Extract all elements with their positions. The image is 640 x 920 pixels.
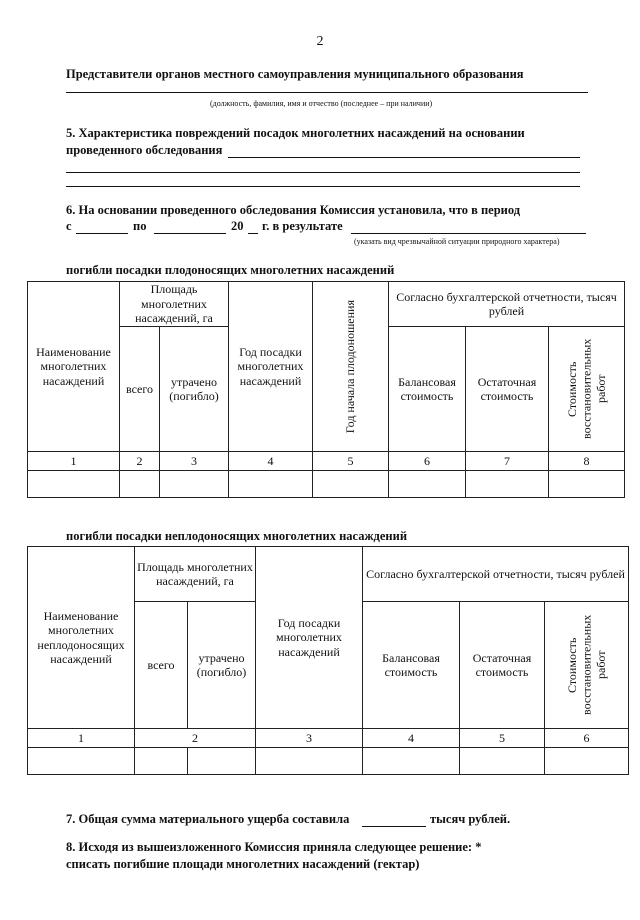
table1-col-restore-label: Стоимость восстановительных работ (564, 338, 608, 440)
table2-col-total: всего (135, 602, 188, 729)
table1-num-7: 7 (466, 452, 549, 471)
section6-hint: (указать вид чрезвычайной ситуации природного характера) (354, 237, 560, 246)
table2-num-3: 3 (256, 729, 363, 748)
table2-num-4: 4 (363, 729, 460, 748)
section5-fill-line (228, 157, 580, 158)
table2-col-year-planting: Год посадки многолетних насаждений (256, 547, 363, 729)
table2-col-balance: Балансовая стоимость (363, 602, 460, 729)
table2-col-residual: Остаточная стоимость (460, 602, 545, 729)
table1-col-year-planting: Год посадки многолетних насаждений (229, 282, 313, 452)
table2-num-1: 1 (28, 729, 135, 748)
table1-col-area: Площадь многолетних насаждений, га (120, 282, 229, 327)
table2 (27, 546, 629, 775)
table1-col-residual: Остаточная стоимость (466, 327, 549, 452)
page-number: 2 (316, 34, 324, 49)
table1-col-accounting: Согласно бухгалтерской отчетности, тысяч рублей (389, 282, 625, 327)
representatives-line (66, 92, 588, 93)
table1-col-lost: утрачено (погибло) (160, 327, 229, 452)
table1-title: погибли посадки плодоносящих многолетних насаждений (66, 263, 395, 277)
table1-num-4: 4 (229, 452, 313, 471)
section6-line1: 6. На основании проведенного обследования Комиссия установила, что в период (66, 203, 521, 217)
table1-col-year-fruit (313, 282, 389, 452)
section6-year: 20 (231, 219, 244, 233)
section5-line-extra2 (66, 186, 580, 187)
table1-col-name: Наименование многолетних насаждений (28, 282, 120, 452)
section6-year-line (248, 233, 258, 234)
table1-col-total: всего (120, 327, 160, 452)
section6-from-line (76, 233, 128, 234)
section6-to-line (154, 233, 226, 234)
section8-line1: 8. Исходя из вышеизложенного Комиссия приняла следующее решение: * (66, 840, 482, 854)
section6-to: по (133, 219, 147, 233)
section7-unit: тысяч рублей. (430, 812, 511, 826)
section6-result: г. в результате (262, 219, 343, 233)
section6-from: с (66, 219, 72, 233)
table2-num-2: 2 (135, 729, 256, 748)
table1-num-5: 5 (313, 452, 389, 471)
representatives-hint: (должность, фамилия, имя и отчество (последнее – при наличии) (210, 99, 433, 108)
table1-empty-row (28, 471, 625, 498)
section7-fill-line (362, 826, 426, 827)
table1-col-year-fruit-label: Год начала плодоношения (343, 299, 358, 434)
table2-col-accounting: Согласно бухгалтерской отчетности, тысяч рублей (363, 547, 629, 602)
table2-num-6: 6 (545, 729, 629, 748)
table2-num-5: 5 (460, 729, 545, 748)
table2-col-name: Наименование многолетних неплодоносящих насаждений (28, 547, 135, 729)
section5-line2: проведенного обследования (66, 143, 223, 157)
table1-num-6: 6 (389, 452, 466, 471)
table1-num-3: 3 (160, 452, 229, 471)
table2-empty-row (28, 748, 629, 775)
table1-col-restore (549, 327, 625, 452)
section7-text: 7. Общая сумма материального ущерба составила (66, 812, 350, 826)
table2-col-area: Площадь многолетних насаждений, га (135, 547, 256, 602)
table2-title: погибли посадки неплодоносящих многолетних насаждений (66, 529, 408, 543)
table1 (27, 281, 625, 498)
table2-col-restore-label: Стоимость восстановительных работ (564, 614, 608, 716)
section6-result-line (351, 233, 586, 234)
table2-col-lost: утрачено (погибло) (188, 602, 256, 729)
table1-num-1: 1 (28, 452, 120, 471)
section5-line1: 5. Характеристика повреждений посадок многолетних насаждений на основании (66, 126, 525, 140)
section8-line2: списать погибшие площади многолетних насаждений (гектар) (66, 857, 420, 871)
table1-col-balance: Балансовая стоимость (389, 327, 466, 452)
table2-col-restore (545, 602, 629, 729)
section5-line-extra1 (66, 172, 580, 173)
table1-num-8: 8 (549, 452, 625, 471)
table1-num-2: 2 (120, 452, 160, 471)
representatives-title: Представители органов местного самоуправления муниципального образования (66, 67, 524, 81)
